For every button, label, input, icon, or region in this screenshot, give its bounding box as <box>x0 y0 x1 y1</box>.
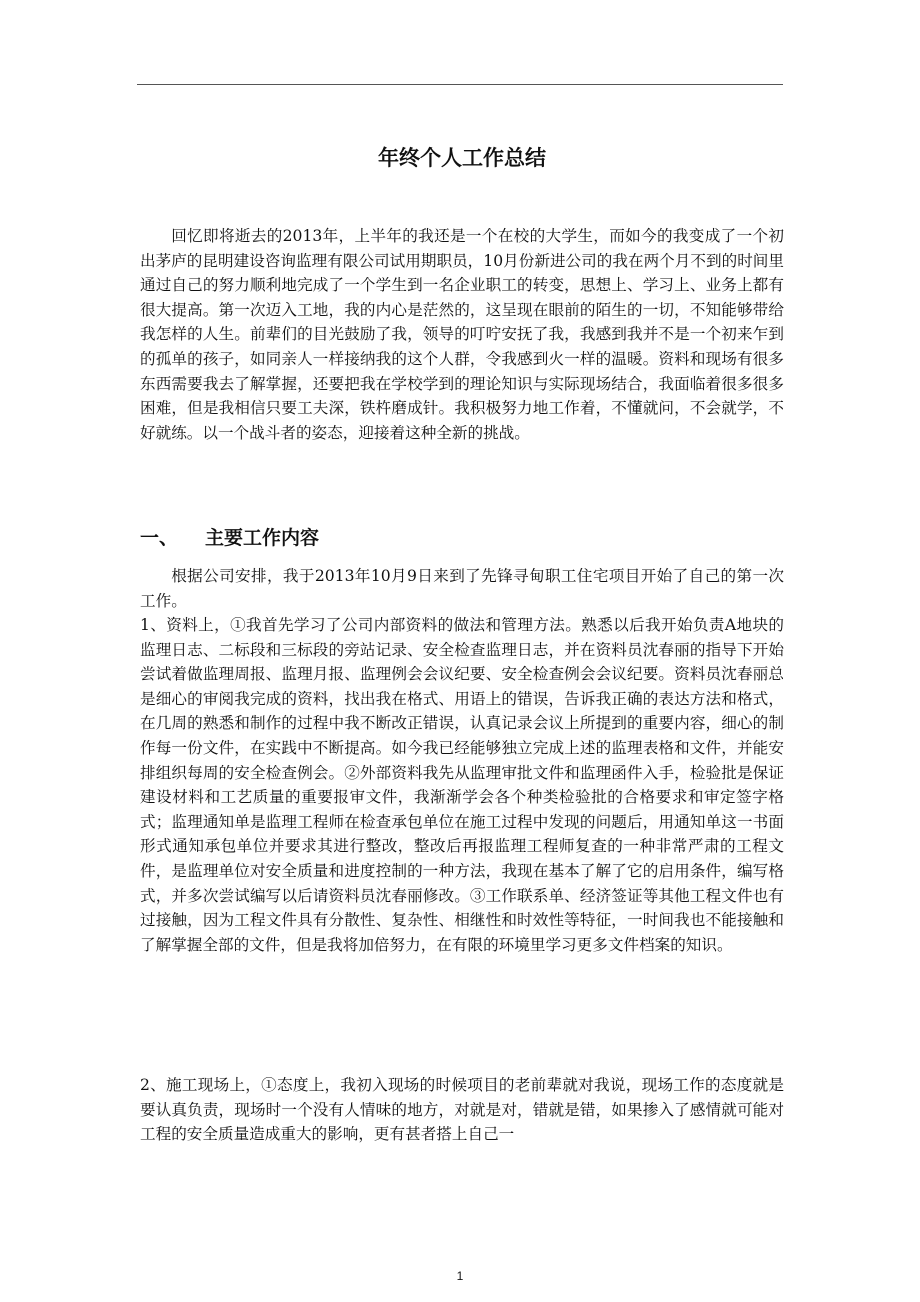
document-title: 年终个人工作总结 <box>378 146 546 170</box>
section-paragraph-3: 2、施工现场上，①态度上，我初入现场的时候项目的老前辈就对我说，现场工作的态度就是要认真负责，现场时一个没有人情味的地方，对就是对，错就是错，如果掺入了感情就可能对工程的安全质量造成重大的影响，更有甚者搭上自己一 <box>140 1076 784 1144</box>
page-number: 1 <box>456 1269 464 1283</box>
section-paragraph-2: 1、资料上，①我首先学习了公司内部资料的做法和管理方法。熟悉以后我开始负责A地块的监理日志、二标段和三标段的旁站记录、安全检查监理日志，并在资料员沈春丽的指导下开始尝试着做监理周报、监理月报、监理例会会议纪要、安全检查例会会议纪要。资料员沈春丽总是细心的审阅我完成的资料，找出我在格式、用语上的错误，告诉我正确的表达方法和格式，在几周的熟悉和制作的过程中我不断改正错误，认真记录会议上所提到的重要内容，细心的制作每一份文件，在实践中不断提高。如今我已经能够独立完成上述的监理表格和文件，并能安排组织每周的安全检查例会。②外部资料我先从监理审批文件和监理函件入手，检验批是保证建设材料和工艺质量的重要报审文件，我渐渐学会各个种类检验批的合格要求和审定签字格式；监理通知单是监理工程师在检查承包单位在施工过程中发现的问题后，用通知单这一书面形式通知承包单位并要求其进行整改，整改后再报监理工程师复查的一种非常严肃的工程文件，是监理单位对安全质量和进度控制的一种方法，我现在基本了解了它的启用条件，编写格式，并多次尝试编写以后请资料员沈春丽修改。③工作联系单、经济签证等其他工程文件也有过接触，因为工程文件具有分散性、复杂性、相继性和时效性等特征，一时间我也不能接触和了解掌握全部的文件，但是我将加倍努力，在有限的环境里学习更多文件档案的知识。 <box>140 616 784 954</box>
header-rule <box>137 84 783 85</box>
intro-paragraph: 回忆即将逝去的2013年，上半年的我还是一个在校的大学生，而如今的我变成了一个初出茅庐的昆明建设咨询监理有限公司试用期职员，10月份新进公司的我在两个月不到的时间里通过自己的努力顺利地完成了一个学生到一名企业职工的转变，思想上、学习上、业务上都有很大提高。第一次迈入工地，我的内心是茫然的，这呈现在眼前的陌生的一切，不知能够带给我怎样的人生。前辈们的目光鼓励了我，领导的叮咛安抚了我，我感到我并不是一个初来乍到的孤单的孩子，如同亲人一样接纳我的这个人群，令我感到火一样的温暖。资料和现场有很多东西需要我去了解掌握，还要把我在学校学到的理论知识与实际现场结合，我面临着很多很多困难，但是我相信只要工夫深，铁杵磨成针。我积极努力地工作着，不懂就问，不会就学，不好就练。以一个战斗者的姿态，迎接着这种全新的挑战。 <box>140 227 784 442</box>
section-number: 一、 <box>140 527 179 549</box>
section-paragraph-1: 根据公司安排，我于2013年10月9日来到了先锋寻甸职工住宅项目开始了自己的第一次工作。 <box>140 567 784 610</box>
section-heading <box>140 524 319 552</box>
section-title: 主要工作内容 <box>205 527 320 549</box>
